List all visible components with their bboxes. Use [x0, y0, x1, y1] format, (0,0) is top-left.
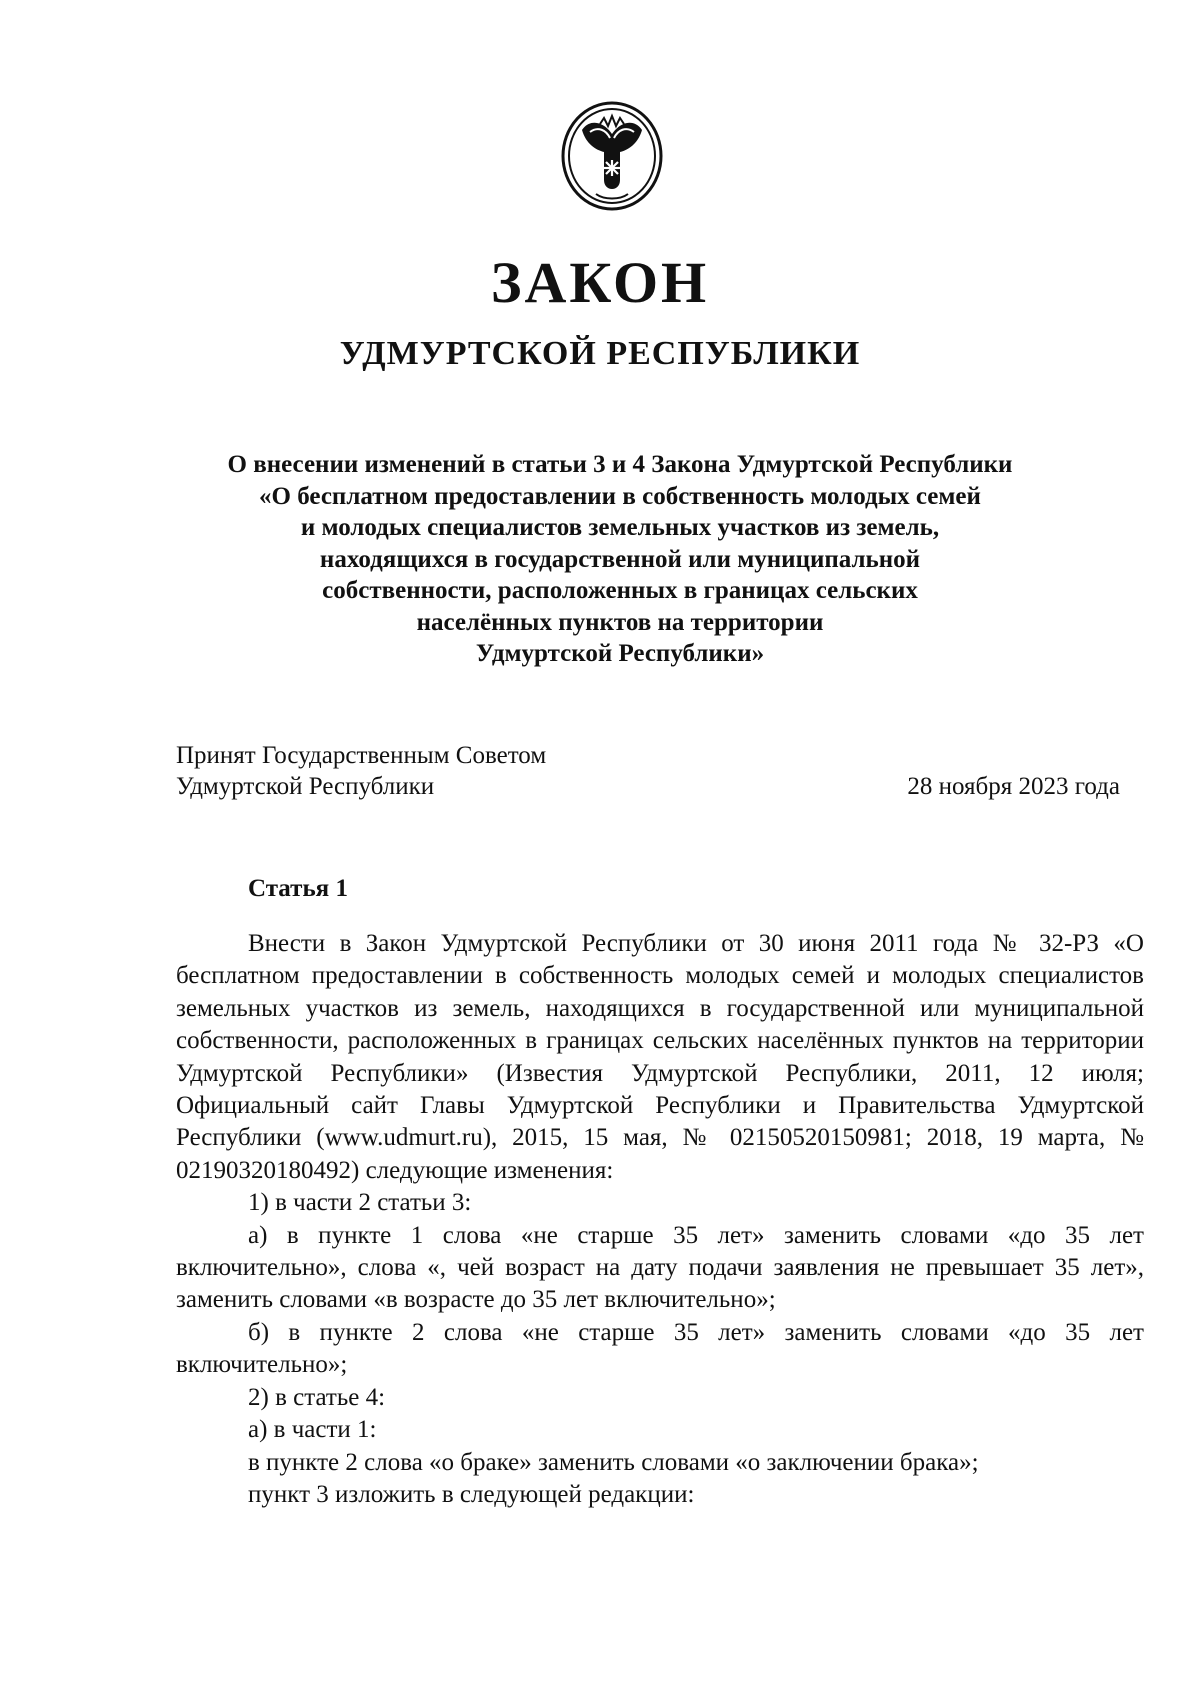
adoption-info: [176, 740, 546, 802]
list-item: 2) в статье 4:: [248, 1383, 386, 1411]
list-item: б) в пункте 2 слова «не старше 35 лет» заменить словами «до 35 лет включительно»;: [176, 1318, 1144, 1379]
udmurt-emblem-icon: [560, 100, 664, 212]
document-title: ЗАКОН: [490, 250, 710, 315]
adoption-line: Принят Государственным Советом: [176, 742, 547, 769]
law-name-line: Удмуртской Республики»: [475, 640, 765, 667]
list-item: 1) в части 2 статьи 3:: [248, 1189, 472, 1217]
document-subtitle: УДМУРТСКОЙ РЕСПУБЛИКИ: [339, 335, 861, 372]
article-intro: Внести в Закон Удмуртской Республики от 30 июня 2011 года № 32-РЗ «О бесплатном предоставлении в собственность молодых семей и молодых специалистов земельных участков из земель, находящихся в государственной или муниципальной собственности, расположенных в границах сельских населённых пунктов на территории Удмуртской Республики» (Известия Удмуртской Республики, 2011, 12 июля; Официальный сайт Главы Удмуртской Республики и Правительства Удмуртской Республики (www.udmurt.ru), 2015, 15 мая, № 02150520150981; 2018, 19 марта, № 02190320180492) следующие изменения:: [176, 930, 1144, 1184]
adoption-date: 28 ноября 2023 года: [907, 773, 1120, 800]
law-name-line: «О бесплатном предоставлении в собственность молодых семей: [259, 482, 981, 510]
adoption-line: Удмуртской Республики: [176, 773, 435, 800]
law-name: [170, 449, 1070, 670]
article-body: [176, 928, 1144, 1511]
article-heading: Статья 1: [248, 875, 348, 902]
law-name-line: населённых пунктов на территории: [416, 608, 824, 636]
list-item: пункт 3 изложить в следующей редакции:: [248, 1480, 695, 1508]
list-item: а) в пункте 1 слова «не старше 35 лет» заменить словами «до 35 лет включительно», слова «, чей возраст на дату подачи заявления не превышает 35 лет», заменить словами «в возрасте до 35 лет включительно»;: [176, 1221, 1144, 1314]
law-name-line: собственности, расположенных в границах сельских: [322, 577, 918, 604]
law-name-line: О внесении изменений в статьи 3 и 4 Закона Удмуртской Республики: [227, 451, 1013, 478]
law-name-line: и молодых специалистов земельных участков из земель,: [300, 514, 940, 541]
list-item: в пункте 2 слова «о браке» заменить словами «о заключении брака»;: [248, 1448, 979, 1476]
law-name-line: находящихся в государственной или муниципальной: [319, 545, 921, 573]
list-item: а) в части 1:: [248, 1416, 377, 1444]
